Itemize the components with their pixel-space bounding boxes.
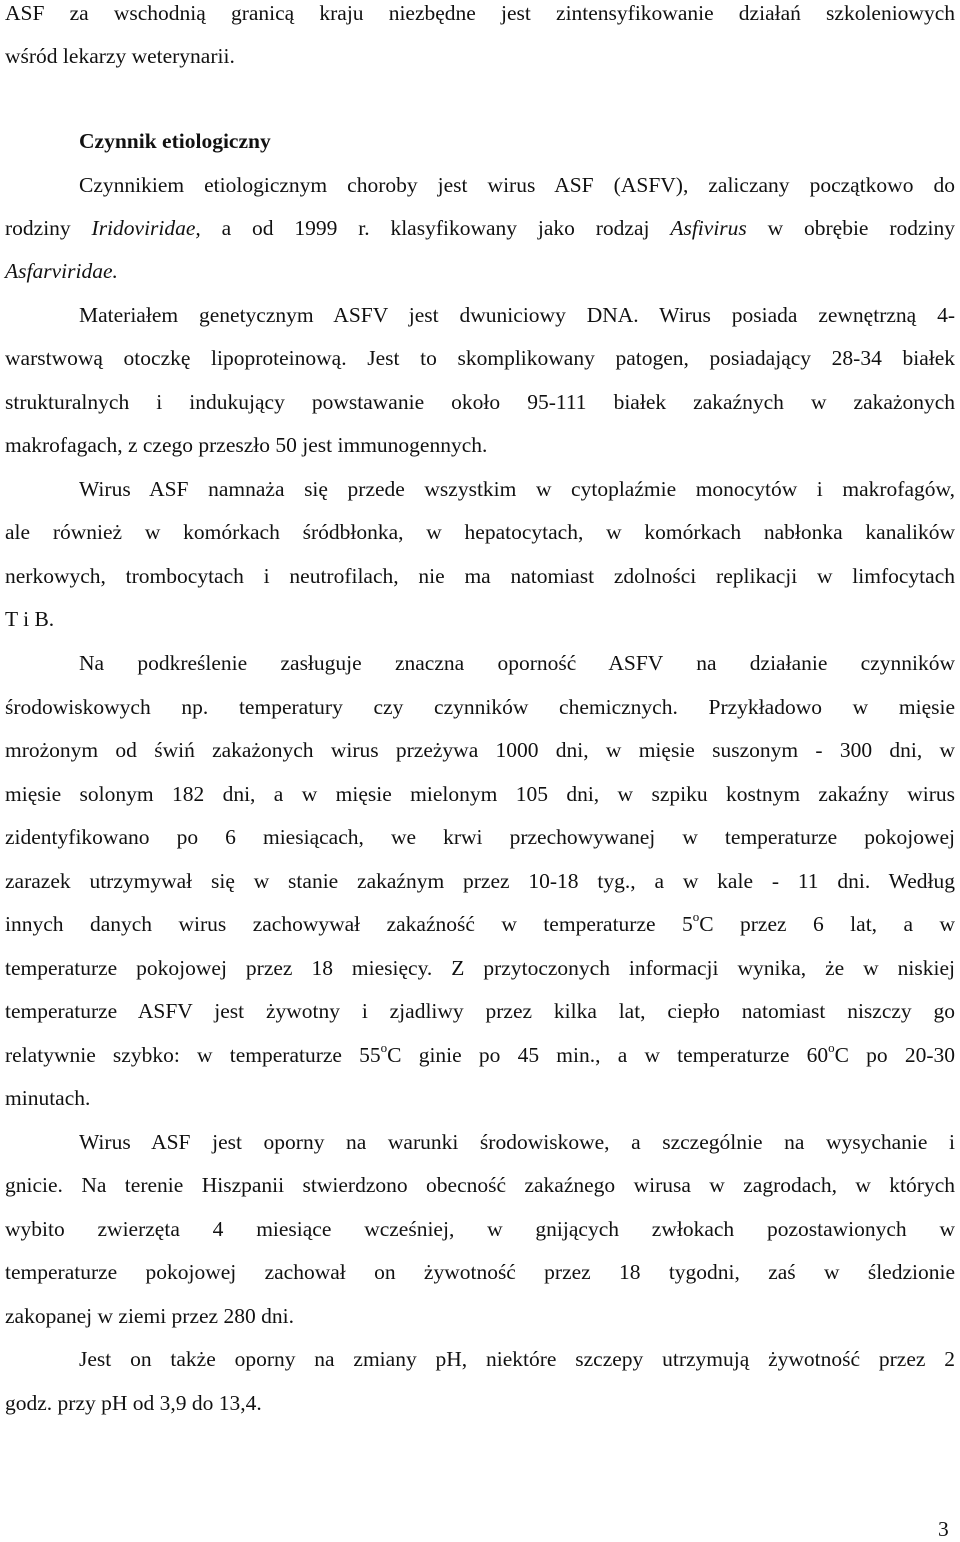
p4-line-7 [5, 908, 956, 937]
text-run: innych danych wirus zachowywał zakaźność w temperaturze 5 [5, 912, 693, 936]
italic-taxon: Asfarviridae. [5, 259, 118, 283]
p4-line-9: temperaturze ASFV jest żywotny i zjadliwy przez kilka lat, ciepło natomiast niszczy go [5, 999, 955, 1023]
p5-line-1: Wirus ASF jest oporny na warunki środowiskowe, a szczególnie na wysychanie i [79, 1130, 955, 1154]
degree-sup: o [828, 1039, 835, 1055]
page-number: 3 [938, 1517, 949, 1541]
p4-line-1: Na podkreślenie zasługuje znaczna oporność ASFV na działanie czynników [79, 651, 955, 675]
degree-sup: o [692, 908, 700, 924]
p3-line-4: T i B. [5, 607, 55, 631]
p4-line-4: mięsie solonym 182 dni, a w mięsie mielonym 105 dni, w szpiku kostnym zakaźny wirus [5, 782, 955, 806]
p5-line-5: zakopanej w ziemi przez 280 dni. [5, 1304, 294, 1328]
p1-line-3 [5, 258, 955, 284]
p4-line-8: temperaturze pokojowej przez 18 miesięcy. Z przytoczonych informacji wynika, że w niskiej [5, 956, 955, 980]
p3-line-1: Wirus ASF namnaża się przede wszystkim w cytoplaźmie monocytów i makrofagów, [79, 477, 955, 501]
text-run: C ginie po 45 min., a w temperaturze 60 [387, 1043, 829, 1067]
p5-line-2: gnicie. Na terenie Hiszpanii stwierdzono obecność zakaźnego wirusa w zagrodach, w których [5, 1173, 955, 1197]
intro-line-1: ASF za wschodnią granicą kraju niezbędne jest zintensyfikowanie działań szkoleniowych [5, 1, 955, 25]
italic-taxon: Iridoviridae, [91, 216, 201, 240]
text-run: C przez 6 lat, a w [699, 912, 956, 936]
p4-line-11: minutach. [5, 1086, 91, 1110]
text-run: rodziny [5, 216, 92, 240]
text-run: w obrębie rodziny [746, 216, 955, 240]
p4-line-5: zidentyfikowano po 6 miesiącach, we krwi przechowywanej w temperaturze pokojowej [5, 825, 955, 849]
p3-line-2: ale również w komórkach śródbłonka, w hepatocytach, w komórkach nabłonka kanalików [5, 520, 955, 544]
text-run: C po 20-30 [834, 1043, 955, 1067]
p3-line-3: nerkowych, trombocytach i neutrofilach, nie ma natomiast zdolności replikacji w limfocytach [5, 564, 955, 588]
p1-line-2 [5, 215, 955, 241]
degree-sup: o [380, 1039, 388, 1055]
p6-line-2: godz. przy pH od 3,9 do 13,4. [5, 1391, 262, 1415]
intro-line-2: wśród lekarzy weterynarii. [5, 44, 235, 68]
p2-line-3: strukturalnych i indukujący powstawanie około 95-111 białek zakaźnych w zakażonych [5, 390, 955, 414]
p4-line-10 [5, 1039, 955, 1068]
text-run: a od 1999 r. klasyfikowany jako rodzaj [200, 216, 671, 240]
text-run: relatywnie szybko: w temperaturze 55 [5, 1043, 381, 1067]
italic-taxon: Asfivirus [670, 216, 747, 240]
p4-line-3: mrożonym od świń zakażonych wirus przeżywa 1000 dni, w mięsie suszonym - 300 dni, w [5, 738, 955, 762]
p2-line-4: makrofagach, z czego przeszło 50 jest immunogennych. [5, 433, 488, 457]
p4-line-6: zarazek utrzymywał się w stanie zakaźnym przez 10-18 tyg., a w kale - 11 dni. Według [5, 869, 955, 893]
p5-line-3: wybito zwierzęta 4 miesiące wcześniej, w gnijących zwłokach pozostawionych w [5, 1217, 955, 1241]
p2-line-2: warstwową otoczkę lipoproteinową. Jest to skomplikowany patogen, posiadający 28-34 białek [5, 346, 955, 370]
p2-line-1: Materiałem genetycznym ASFV jest dwuniciowy DNA. Wirus posiada zewnętrzną 4- [79, 303, 955, 327]
section-heading: Czynnik etiologiczny [79, 129, 271, 153]
p5-line-4: temperaturze pokojowej zachował on żywotność przez 18 tygodni, zaś w śledzionie [5, 1260, 955, 1284]
p6-line-1: Jest on także oporny na zmiany pH, niektóre szczepy utrzymują żywotność przez 2 [79, 1347, 955, 1371]
p1-line-1: Czynnikiem etiologicznym choroby jest wirus ASF (ASFV), zaliczany początkowo do [79, 173, 955, 197]
p4-line-2: środowiskowych np. temperatury czy czynników chemicznych. Przykładowo w mięsie [5, 695, 955, 719]
